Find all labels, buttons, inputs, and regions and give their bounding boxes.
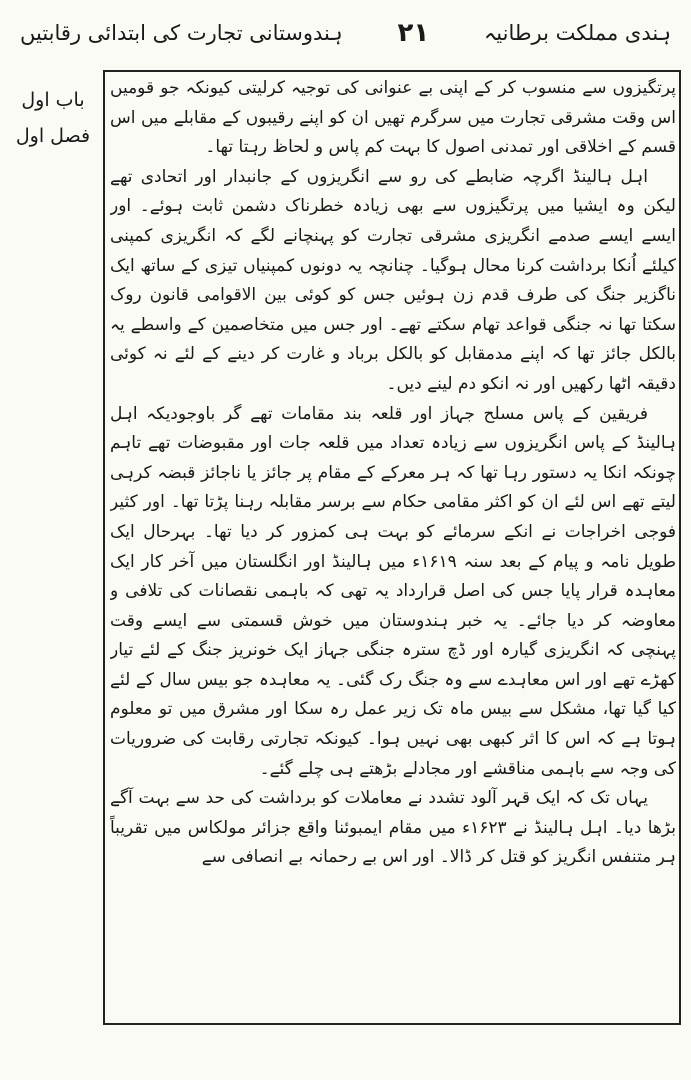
paragraph: اہل ہالینڈ اگرچہ ضابطے کی رو سے انگریزوں کے جانبدار اور اتحادی تھے لیکن وہ ایشیا میں پرتگیزوں سے بھی زیادہ خطرناک دشمن ثابت ہوئے۔ اور ایسے ایسے صدمے انگریزی مشرقی تجارت کو پہنچانے لگے کہ انگریزی کمپنی کیلئے اُنکا برداشت کرنا محال ہوگیا۔ چنانچہ یہ دونوں کمپنیاں تیزی کے ساتھ ایک ناگزیر جنگ کی طرف قدم زن ہوئیں جس کو کوئی بین الاقوامی قانون روک سکتا تھا نہ جنگی قواعد تھام سکتے تھے۔ اور جس میں متخاصمین کے واسطے یہ بالکل جائز تھا کہ اپنے مدمقابل کو بالکل برباد و غارت کر دینے کے لئے نہ کوئی دقیقہ اٹھا رکھیں اور نہ انکو دم لینے دیں۔ bbox=[110, 166, 676, 394]
paragraph: یہاں تک کہ ایک قہر آلود تشدد نے معاملات کو برداشت کی حد سے بہت آگے بڑھا دیا۔ اہل ہالینڈ نے ۱۶۲۳ء میں مقام ایمبوئنا واقع جزائر مولکاس میں تقریباً ہر متنفس انگریز کو قتل کر ڈالا۔ اور اس بے رحمانہ بے انصافی سے bbox=[110, 788, 676, 868]
page-number: ۲۱ bbox=[397, 18, 430, 48]
margin-chapter-note bbox=[8, 82, 98, 154]
margin-note-section: فصل اول bbox=[15, 125, 91, 147]
header-book-title: ہندی مملکت برطانیہ bbox=[483, 21, 671, 45]
margin-note-chapter: باب اول bbox=[21, 89, 85, 111]
body-text bbox=[110, 74, 676, 1019]
running-header bbox=[20, 8, 671, 58]
header-chapter-title: ہندوستانی تجارت کی ابتدائی رقابتیں bbox=[20, 21, 343, 45]
paragraph: فریقین کے پاس مسلح جہاز اور قلعہ بند مقامات تھے گر باوجودیکہ اہل ہالینڈ کے پاس انگریزوں سے زیادہ تعداد میں قلعہ جات اور مقبوضات تھے تاہم چونکہ انکا یہ دستور رہا تھا کہ ہر معرکے کے مقام پر جائز یا ناجائز قبضہ کرہی لیتے تھے اس لئے ان کو اکثر مقامی حکام سے برسر مقابلہ رہنا پڑتا تھا۔ اور کثیر فوجی اخراجات نے انکے سرمائے کو بہت ہی کمزور کر دیا تھا۔ بہرحال ایک طویل نامہ و پیام کے بعد سنہ ۱۶۱۹ء میں ہالینڈ اور انگلستان میں آخر کار ایک معاہدہ قرار پایا جس کی اصل قرارداد یہ تھی کہ باہمی نقصانات کی تلافی و معاوضہ کر دیا جائے۔ یہ خبر ہندوستان میں خوش قسمتی سے ایسے وقت پہنچی کہ انگریزی گیارہ اور ڈچ سترہ جنگی جہاز ایک خونریز جنگ کے لئے تیار کھڑے تھے اور اس معاہدے سے وہ جنگ رک گئی۔ یہ معاہدہ جو بیس سال کے لئے کیا گیا تھا، مشکل سے بیس ماہ تک زیر عمل رہ سکا اور مشرق میں تو معلوم ہوتا ہے کہ اس کا اثر کبھی بھی نہیں ہوا۔ کیونکہ تجارتی رقابت کی ضروریات کی وجہ سے باہمی مناقشے اور مجادلے بڑھتے ہی چلے گئے۔ bbox=[110, 403, 676, 779]
paragraph: پرتگیزوں سے منسوب کر کے اپنی بے عنوانی کی توجیہ کرلیتی کیونکہ جو قومیں اس وقت مشرقی تجارت میں سرگرم تھیں ان کو اپنے رقیبوں کے مقابلے میں اس قسم کے اخلاقی اور تمدنی اصول کا بہت کم پاس و لحاظ رہتا تھا۔ bbox=[110, 78, 676, 158]
